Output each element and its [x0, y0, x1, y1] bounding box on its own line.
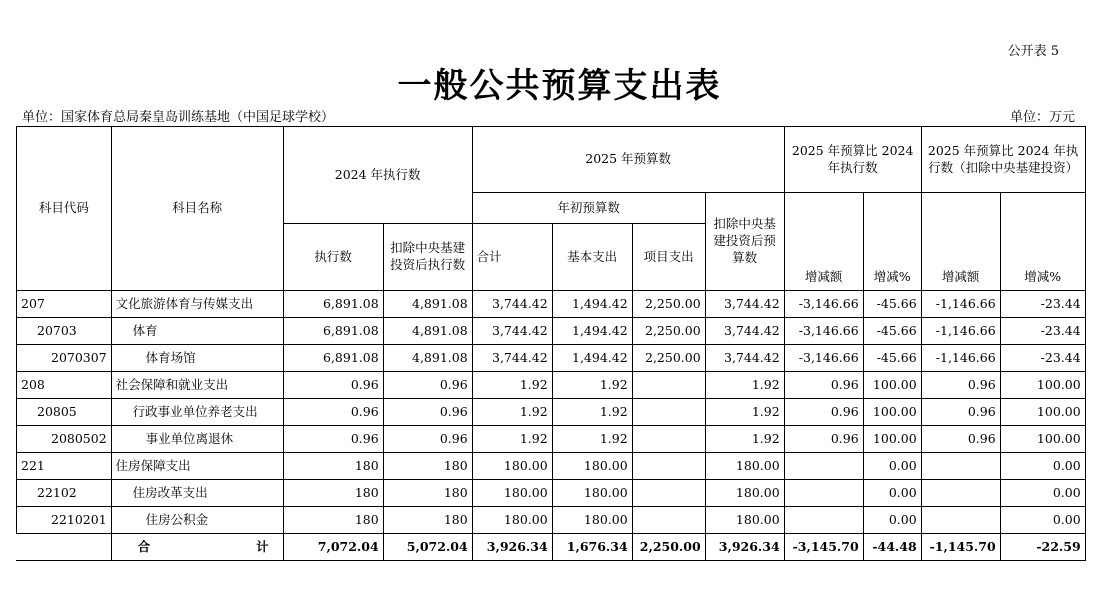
cell-inc-amt-excl: 0.96 [921, 372, 1000, 399]
unit-org: 单位：国家体育总局秦皇岛训练基地（中国足球学校） [22, 110, 335, 125]
header-inc-amt-excl: 增减额 [921, 193, 1000, 291]
header-exec-2024: 2024 年执行数 [283, 127, 472, 224]
cell-total: 180.00 [472, 507, 552, 534]
header-basic: 基本支出 [552, 224, 632, 291]
cell-inc-amt: 0.96 [784, 399, 863, 426]
cell-budget-excl: 1.92 [705, 399, 784, 426]
cell-code: 20703 [17, 318, 112, 345]
total-label-cell [111, 534, 283, 561]
cell-inc-pct: 0.00 [863, 480, 921, 507]
cell-inc-amt: 0.96 [784, 372, 863, 399]
header-total: 合计 [472, 224, 552, 291]
header-code: 科目代码 [17, 127, 112, 291]
header-exec: 执行数 [283, 224, 383, 291]
total-label-left: 合 [137, 538, 151, 554]
table-row [17, 291, 1086, 318]
budget-table [16, 126, 1086, 561]
cell-exec: 0.96 [283, 426, 383, 453]
cell-exec: 6,891.08 [283, 345, 383, 372]
cell-basic: 1,494.42 [552, 318, 632, 345]
cell-exec-excl: 0.96 [383, 372, 472, 399]
total-project: 2,250.00 [632, 534, 705, 561]
cell-inc-amt-excl [921, 480, 1000, 507]
table-row [17, 372, 1086, 399]
table-row [17, 318, 1086, 345]
cell-name: 事业单位离退休 [111, 426, 283, 453]
cell-inc-pct-excl: -23.44 [1000, 318, 1085, 345]
page-title: 一般公共预算支出表 [397, 66, 722, 106]
cell-basic: 180.00 [552, 480, 632, 507]
cell-inc-pct-excl: -23.44 [1000, 291, 1085, 318]
total-basic: 1,676.34 [552, 534, 632, 561]
cell-project: 2,250.00 [632, 291, 705, 318]
cell-project: 2,250.00 [632, 345, 705, 372]
cell-inc-pct: 0.00 [863, 453, 921, 480]
cell-inc-pct: -45.66 [863, 291, 921, 318]
cell-budget-excl: 3,744.42 [705, 345, 784, 372]
total-exec: 7,072.04 [283, 534, 383, 561]
cell-total: 1.92 [472, 399, 552, 426]
header-compare-exec: 2025 年预算比 2024 年执行数 [784, 127, 921, 193]
table-row [17, 426, 1086, 453]
cell-exec-excl: 4,891.08 [383, 318, 472, 345]
cell-budget-excl: 180.00 [705, 453, 784, 480]
cell-name: 住房保障支出 [111, 453, 283, 480]
cell-inc-pct: -45.66 [863, 318, 921, 345]
cell-code: 22102 [17, 480, 112, 507]
cell-code: 20805 [17, 399, 112, 426]
cell-basic: 1.92 [552, 372, 632, 399]
cell-name: 文化旅游体育与传媒支出 [111, 291, 283, 318]
cell-project [632, 426, 705, 453]
cell-inc-pct: 0.00 [863, 507, 921, 534]
cell-inc-pct-excl: 0.00 [1000, 480, 1085, 507]
total-code-cell [17, 534, 112, 561]
cell-total: 3,744.42 [472, 318, 552, 345]
header-exec-excl: 扣除中央基建投资后执行数 [383, 224, 472, 291]
header-inc-pct-excl: 增减% [1000, 193, 1085, 291]
cell-exec-excl: 180 [383, 480, 472, 507]
cell-exec: 6,891.08 [283, 291, 383, 318]
table-row [17, 399, 1086, 426]
cell-total: 180.00 [472, 480, 552, 507]
header-budget-2025: 2025 年预算数 [472, 127, 784, 193]
cell-inc-pct-excl: 100.00 [1000, 426, 1085, 453]
cell-project [632, 372, 705, 399]
header-row-1 [17, 127, 1086, 193]
cell-code: 2210201 [17, 507, 112, 534]
cell-total: 3,744.42 [472, 291, 552, 318]
cell-exec: 180 [283, 507, 383, 534]
total-inc-pct: -44.48 [863, 534, 921, 561]
cell-inc-amt-excl: -1,146.66 [921, 345, 1000, 372]
cell-inc-amt: -3,146.66 [784, 318, 863, 345]
cell-inc-amt: 0.96 [784, 426, 863, 453]
cell-inc-pct-excl: 0.00 [1000, 507, 1085, 534]
cell-inc-pct: -45.66 [863, 345, 921, 372]
cell-exec: 0.96 [283, 399, 383, 426]
cell-inc-pct-excl: 100.00 [1000, 399, 1085, 426]
cell-inc-amt-excl: 0.96 [921, 399, 1000, 426]
cell-exec: 180 [283, 480, 383, 507]
cell-project: 2,250.00 [632, 318, 705, 345]
cell-inc-pct: 100.00 [863, 426, 921, 453]
cell-inc-amt-excl: -1,146.66 [921, 318, 1000, 345]
total-total: 3,926.34 [472, 534, 552, 561]
cell-exec-excl: 180 [383, 507, 472, 534]
cell-code: 2070307 [17, 345, 112, 372]
total-inc-amt-excl: -1,145.70 [921, 534, 1000, 561]
cell-basic: 180.00 [552, 507, 632, 534]
cell-inc-amt-excl [921, 453, 1000, 480]
cell-total: 1.92 [472, 372, 552, 399]
total-label-right: 计 [256, 538, 269, 554]
total-inc-amt: -3,145.70 [784, 534, 863, 561]
cell-exec: 180 [283, 453, 383, 480]
total-row [17, 534, 1086, 561]
cell-basic: 1,494.42 [552, 291, 632, 318]
cell-name: 社会保障和就业支出 [111, 372, 283, 399]
cell-total: 3,744.42 [472, 345, 552, 372]
cell-name: 体育 [111, 318, 283, 345]
cell-code: 2080502 [17, 426, 112, 453]
cell-budget-excl: 3,744.42 [705, 318, 784, 345]
cell-exec: 6,891.08 [283, 318, 383, 345]
cell-project [632, 453, 705, 480]
cell-inc-pct-excl: -23.44 [1000, 345, 1085, 372]
cell-exec-excl: 4,891.08 [383, 291, 472, 318]
header-inc-amt: 增减额 [784, 193, 863, 291]
cell-budget-excl: 1.92 [705, 372, 784, 399]
cell-project [632, 399, 705, 426]
cell-name: 行政事业单位养老支出 [111, 399, 283, 426]
cell-inc-pct-excl: 100.00 [1000, 372, 1085, 399]
cell-name: 体育场馆 [111, 345, 283, 372]
cell-budget-excl: 180.00 [705, 480, 784, 507]
header-budget-excl: 扣除中央基建投资后预算数 [705, 193, 784, 291]
cell-total: 180.00 [472, 453, 552, 480]
cell-code: 221 [17, 453, 112, 480]
cell-basic: 1.92 [552, 399, 632, 426]
cell-exec-excl: 4,891.08 [383, 345, 472, 372]
cell-exec-excl: 0.96 [383, 426, 472, 453]
cell-name: 住房改革支出 [111, 480, 283, 507]
total-inc-pct-excl: -22.59 [1000, 534, 1085, 561]
cell-budget-excl: 3,744.42 [705, 291, 784, 318]
cell-budget-excl: 180.00 [705, 507, 784, 534]
cell-inc-amt: -3,146.66 [784, 291, 863, 318]
cell-code: 207 [17, 291, 112, 318]
cell-inc-amt: -3,146.66 [784, 345, 863, 372]
page-label: 公开表 5 [1007, 44, 1059, 59]
cell-basic: 1,494.42 [552, 345, 632, 372]
cell-exec-excl: 180 [383, 453, 472, 480]
header-initial-budget: 年初预算数 [472, 193, 705, 224]
cell-inc-pct: 100.00 [863, 399, 921, 426]
cell-project [632, 507, 705, 534]
cell-inc-amt-excl [921, 507, 1000, 534]
table-row [17, 480, 1086, 507]
unit-currency: 单位：万元 [1009, 110, 1075, 125]
table-row [17, 345, 1086, 372]
cell-exec-excl: 0.96 [383, 399, 472, 426]
header-compare-excl: 2025 年预算比 2024 年执行数（扣除中央基建投资） [921, 127, 1085, 193]
total-budget-excl: 3,926.34 [705, 534, 784, 561]
cell-name: 住房公积金 [111, 507, 283, 534]
cell-project [632, 480, 705, 507]
table-row [17, 507, 1086, 534]
cell-inc-amt [784, 453, 863, 480]
cell-code: 208 [17, 372, 112, 399]
cell-total: 1.92 [472, 426, 552, 453]
table-row [17, 453, 1086, 480]
cell-inc-pct: 100.00 [863, 372, 921, 399]
total-exec-excl: 5,072.04 [383, 534, 472, 561]
header-project: 项目支出 [632, 224, 705, 291]
cell-exec: 0.96 [283, 372, 383, 399]
header-name: 科目名称 [111, 127, 283, 291]
header-inc-pct: 增减% [863, 193, 921, 291]
cell-inc-amt-excl: 0.96 [921, 426, 1000, 453]
cell-inc-amt-excl: -1,146.66 [921, 291, 1000, 318]
cell-basic: 180.00 [552, 453, 632, 480]
cell-inc-amt [784, 507, 863, 534]
cell-basic: 1.92 [552, 426, 632, 453]
cell-inc-amt [784, 480, 863, 507]
cell-inc-pct-excl: 0.00 [1000, 453, 1085, 480]
cell-budget-excl: 1.92 [705, 426, 784, 453]
